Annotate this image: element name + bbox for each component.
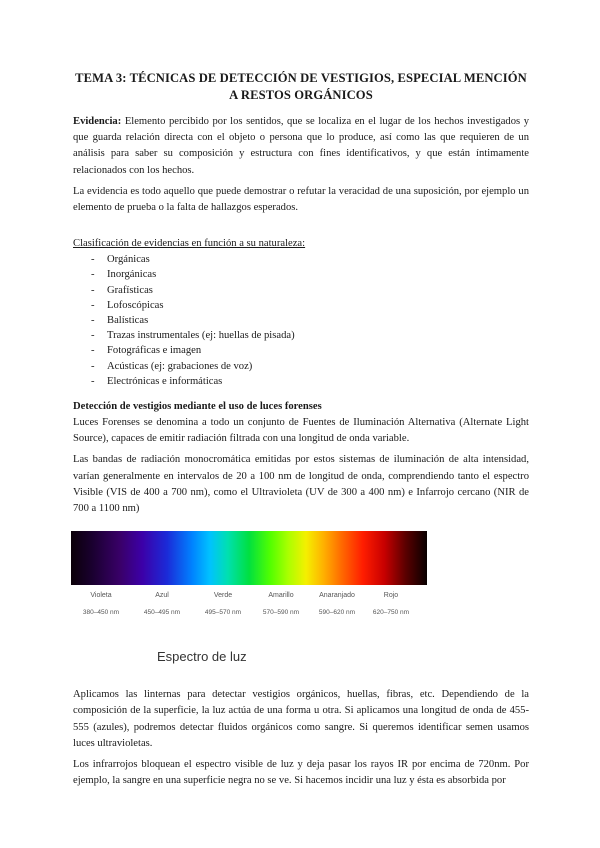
applications-paragraph: Aplicamos las linternas para detectar vestigios orgánicos, huellas, fibras, etc. Dependiendo de la composición de la superficie, la luz actúa de una forma u otra. Si aplicamos una longitud de onda de 455-555 (azules), podremos detectar fluidos orgánicos como sangre. Si queremos identificar semen usamos luces ultravioletas. — [73, 689, 529, 749]
spectrum-column-red — [361, 591, 421, 618]
light-spectrum-figure — [71, 531, 427, 671]
list-item: - Grafísticas — [91, 283, 529, 298]
list-item: - Lofoscópicas — [91, 298, 529, 313]
spectrum-color-name: Amarillo — [268, 592, 294, 600]
list-item: - Fotográficas e imagen — [91, 343, 529, 358]
list-item: - Orgánicas — [91, 252, 529, 267]
spectrum-color-range: 570–590 nm — [262, 609, 300, 617]
spectrum-color-range: 380–450 nm — [82, 609, 120, 617]
forensic-lights-heading: Detección de vestigios mediante el uso de luces forenses — [73, 401, 322, 413]
spectrum-color-range: 450–495 nm — [143, 609, 181, 617]
spectrum-caption: Espectro de luz — [157, 649, 247, 665]
spectrum-color-name: Azul — [155, 592, 169, 600]
list-item: - Inorgánicas — [91, 267, 529, 282]
evidence-paragraph — [73, 114, 529, 179]
spectrum-color-name: Anaranjado — [319, 592, 355, 600]
spectrum-column-violet — [71, 591, 131, 618]
evidence-definition: La evidencia es todo aquello que puede demostrar o refutar la veracidad de una suposición, por ejemplo un elemento de prueba o la falta de hallazgos esperados. — [73, 185, 529, 214]
spectrum-column-blue — [132, 591, 192, 618]
forensic-lights-paragraph-2: Las bandas de radiación monocromática emitidas por estos sistemas de iluminación de alta intensidad, varían generalmente en intervalos de 20 a 100 nm de longitud de onda, comprendiendo tanto el espectro Visible (VIS de 400 a 700 nm), como el Ultravioleta (UV de 300 a 400 nm) e Infarrojo cercano (NIR de 700 a 1100 nm) — [73, 454, 529, 515]
spectrum-column-orange — [307, 591, 367, 618]
spectrum-color-name: Rojo — [383, 592, 399, 600]
spectrum-column-yellow — [251, 591, 311, 618]
list-item: - Trazas instrumentales (ej: huellas de pisada) — [91, 328, 529, 343]
evidence-text: Elemento percibido por los sentidos, que se localiza en el lugar de los hechos investigados y que guarda relación directa con el objeto o persona que lo produce, así como las que requieren de un análisis para saber su composición y estructura con fines identificativos, y que están íntimamente relacionados con los hechos. — [73, 116, 529, 176]
spectrum-color-name: Violeta — [90, 592, 112, 600]
classification-heading: Clasificación de evidencias en función a su naturaleza: — [73, 238, 306, 250]
classification-list — [73, 252, 529, 389]
list-item: - Balísticas — [91, 313, 529, 328]
list-item: - Acústicas (ej: grabaciones de voz) — [91, 359, 529, 374]
document-page — [73, 70, 529, 794]
forensic-lights-paragraph-1: Luces Forenses se denomina a todo un conjunto de Fuentes de Iluminación Alternativa (Alternate Light Source), capaces de emitir radiación filtrada con una longitud de onda variable. — [73, 417, 529, 445]
page-title: TEMA 3: TÉCNICAS DE DETECCIÓN DE VESTIGIOS, ESPECIAL MENCIÓN A RESTOS ORGÁNICOS — [75, 71, 527, 102]
infrared-paragraph: Los infrarrojos bloquean el espectro visible de luz y deja pasar los rayos IR por encima de 720nm. Por ejemplo, la sangre en una superficie negra no se ve. Si hacemos incidir una luz y ésta es absorbida por — [73, 759, 529, 787]
spectrum-color-range: 620–750 nm — [372, 609, 410, 617]
list-item: - Electrónicas e informáticas — [91, 374, 529, 389]
spectrum-color-range: 495–570 nm — [204, 609, 242, 617]
spectrum-column-green — [193, 591, 253, 618]
spectrum-color-name: Verde — [213, 592, 233, 600]
spectrum-color-range: 590–620 nm — [318, 609, 356, 617]
spectrum-gradient — [71, 531, 427, 585]
evidence-label: Evidencia: — [73, 116, 122, 127]
